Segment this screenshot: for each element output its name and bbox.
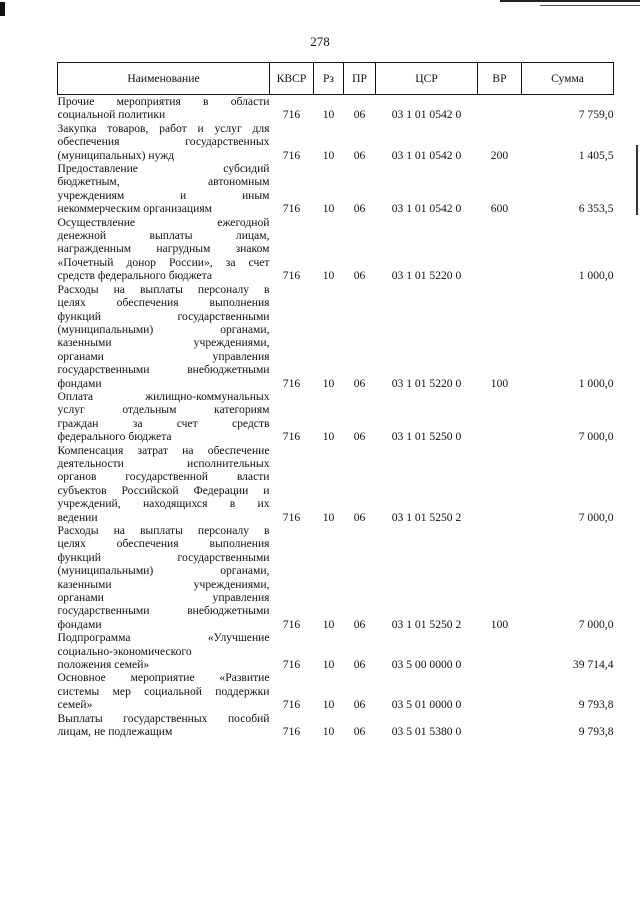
row-name-line: Осуществление ежегодной	[57, 215, 270, 229]
row-name-line: Прочие мероприятия в области	[57, 95, 270, 108]
row-vr: 200	[490, 148, 509, 162]
table-row	[58, 283, 614, 390]
scan-artifact-right-edge	[636, 145, 638, 215]
row-rz: 10	[322, 617, 335, 631]
row-name-line: некоммерческим организациям	[57, 202, 212, 216]
row-name-line: ведении	[57, 510, 98, 524]
row-name	[58, 390, 270, 444]
row-csr: 03 1 01 0542 0	[391, 108, 462, 122]
row-kvsr: 716	[282, 698, 301, 712]
table-row	[58, 444, 614, 524]
row-name-line: федерального бюджета	[57, 430, 172, 444]
row-sum: 9 793,8	[578, 698, 614, 712]
row-name	[58, 524, 270, 631]
row-pr: 06	[353, 658, 366, 672]
row-pr: 06	[353, 202, 366, 216]
row-name	[58, 162, 270, 216]
page-number: 278	[310, 34, 330, 49]
row-name-line: фондами	[57, 617, 102, 631]
row-sum: 7 759,0	[578, 108, 614, 122]
row-name-line: государственными внебюджетными	[57, 604, 270, 618]
row-csr: 03 5 01 5380 0	[391, 725, 462, 739]
row-sum: 7 000,0	[578, 430, 614, 444]
row-kvsr: 716	[282, 725, 301, 739]
row-name-line: Расходы на выплаты персоналу в	[57, 282, 270, 296]
header-name: Наименование	[58, 63, 270, 95]
row-vr: 100	[490, 617, 509, 631]
row-name	[58, 122, 270, 162]
row-vr	[478, 95, 522, 122]
row-csr: 03 1 01 5250 2	[391, 617, 462, 631]
row-name-line: семей»	[57, 698, 93, 712]
row-name-line: органов государственной власти	[57, 470, 270, 484]
row-name-line: Подпрограмма «Улучшение	[57, 631, 270, 645]
row-rz: 10	[322, 430, 335, 444]
scan-artifact-top-line-thin	[540, 5, 640, 6]
row-kvsr: 716	[282, 202, 301, 216]
row-pr: 06	[353, 148, 366, 162]
table-row	[58, 712, 614, 739]
header-rz: Рз	[314, 63, 344, 95]
row-name-line: обеспечения государственных	[57, 135, 270, 149]
row-name-line: фондами	[57, 376, 102, 390]
row-pr: 06	[353, 269, 366, 283]
row-pr: 06	[353, 510, 366, 524]
row-name	[58, 95, 270, 122]
row-name-line: средств федерального бюджета	[57, 269, 212, 283]
row-kvsr: 716	[282, 617, 301, 631]
row-pr: 06	[353, 108, 366, 122]
row-csr: 03 1 01 0542 0	[391, 148, 462, 162]
row-name-line: субъектов Российской Федерации и	[57, 483, 270, 497]
row-name-line: Расходы на выплаты персоналу в	[57, 524, 270, 537]
budget-table	[57, 62, 614, 739]
row-name-line: денежной выплаты лицам,	[57, 229, 270, 243]
row-vr	[478, 390, 522, 444]
row-rz: 10	[322, 725, 335, 739]
row-vr: 600	[490, 202, 509, 216]
header-sum: Сумма	[522, 63, 614, 95]
row-name-line: Выплаты государственных пособий	[57, 711, 270, 725]
row-sum: 7 000,0	[578, 617, 614, 631]
row-kvsr: 716	[282, 108, 301, 122]
row-sum: 1 000,0	[578, 269, 614, 283]
row-name-line: (муниципальных) нужд	[57, 148, 175, 162]
row-rz: 10	[322, 269, 335, 283]
table-header-row	[58, 63, 614, 95]
row-rz: 10	[322, 658, 335, 672]
row-kvsr: 716	[282, 510, 301, 524]
row-csr: 03 5 01 0000 0	[391, 698, 462, 712]
row-name-line: Основное мероприятие «Развитие	[57, 671, 270, 685]
row-name-line: системы мер социальной поддержки	[57, 684, 270, 698]
row-vr	[478, 712, 522, 739]
row-sum: 9 793,8	[578, 725, 614, 739]
row-name-line: граждан за счет средств	[57, 416, 270, 430]
row-name	[58, 216, 270, 283]
row-sum: 7 000,0	[578, 510, 614, 524]
row-name-line: (муниципальными) органами,	[57, 322, 270, 336]
table-row	[58, 524, 614, 631]
table-row	[58, 95, 614, 122]
table-row	[58, 390, 614, 444]
table-row	[58, 631, 614, 671]
row-pr: 06	[353, 698, 366, 712]
row-kvsr: 716	[282, 658, 301, 672]
row-name-line: социальной политики	[57, 108, 166, 122]
row-name-line: государственными внебюджетными	[57, 363, 270, 377]
table-row	[58, 122, 614, 162]
row-sum: 39 714,4	[572, 658, 614, 672]
row-name-line: услуг отдельным категориям	[57, 403, 270, 417]
row-rz: 10	[322, 148, 335, 162]
scan-artifact-top-line	[500, 0, 640, 2]
table-row	[58, 162, 614, 216]
row-pr: 06	[353, 725, 366, 739]
row-csr: 03 5 00 0000 0	[391, 658, 462, 672]
row-name-line: функций государственными	[57, 550, 270, 564]
row-name-line: казенными учреждениями,	[57, 577, 270, 591]
scan-artifact-left	[0, 2, 5, 16]
row-rz: 10	[322, 202, 335, 216]
row-sum: 6 353,5	[578, 202, 614, 216]
row-name-line: органами управления	[57, 349, 270, 363]
row-name	[58, 712, 270, 739]
row-sum: 1 000,0	[578, 376, 614, 390]
row-pr: 06	[353, 617, 366, 631]
row-kvsr: 716	[282, 148, 301, 162]
row-name-line: функций государственными	[57, 309, 270, 323]
row-name-line: целях обеспечения выполнения	[57, 296, 270, 310]
row-vr	[478, 216, 522, 283]
header-csr: ЦСР	[376, 63, 478, 95]
row-name-line: лицам, не подлежащим	[57, 725, 173, 739]
row-name-line: органами управления	[57, 591, 270, 605]
row-name-line: учреждений, находящихся в их	[57, 497, 270, 511]
row-name-line: награжденным нагрудным знаком	[57, 242, 270, 256]
row-kvsr: 716	[282, 269, 301, 283]
row-kvsr: 716	[282, 376, 301, 390]
row-csr: 03 1 01 5250 0	[391, 430, 462, 444]
row-name-line: Предоставление субсидий	[57, 162, 270, 176]
row-csr: 03 1 01 5220 0	[391, 376, 462, 390]
row-rz: 10	[322, 510, 335, 524]
table-body	[58, 95, 614, 739]
row-kvsr: 716	[282, 430, 301, 444]
header-pr: ПР	[344, 63, 376, 95]
row-csr: 03 1 01 5250 2	[391, 510, 462, 524]
row-name-line: (муниципальными) органами,	[57, 564, 270, 578]
row-name-line: социально-экономического	[57, 644, 192, 658]
row-name-line: «Почетный донор России», за счет	[57, 255, 270, 269]
row-name-line: Оплата жилищно-коммунальных	[57, 389, 270, 403]
row-name	[58, 631, 270, 671]
row-rz: 10	[322, 108, 335, 122]
row-rz: 10	[322, 376, 335, 390]
row-name-line: учреждениям и иным	[57, 188, 270, 202]
row-name-line: положения семей»	[57, 658, 150, 672]
row-name-line: Закупка товаров, работ и услуг для	[57, 121, 270, 135]
row-name-line: бюджетным, автономным	[57, 175, 270, 189]
table-row	[58, 216, 614, 283]
row-vr	[478, 671, 522, 711]
row-pr: 06	[353, 430, 366, 444]
row-csr: 03 1 01 5220 0	[391, 269, 462, 283]
row-name	[58, 283, 270, 390]
header-kvsr: КВСР	[270, 63, 314, 95]
row-name-line: Компенсация затрат на обеспечение	[57, 443, 270, 457]
row-name	[58, 671, 270, 711]
row-name-line: деятельности исполнительных	[57, 456, 270, 470]
row-vr	[478, 444, 522, 524]
table-row	[58, 671, 614, 711]
row-name-line: целях обеспечения выполнения	[57, 537, 270, 551]
row-csr: 03 1 01 0542 0	[391, 202, 462, 216]
row-pr: 06	[353, 376, 366, 390]
row-rz: 10	[322, 698, 335, 712]
row-vr	[478, 631, 522, 671]
header-vr: ВР	[478, 63, 522, 95]
row-name-line: казенными учреждениями,	[57, 336, 270, 350]
row-vr: 100	[490, 376, 509, 390]
row-name	[58, 444, 270, 524]
row-sum: 1 405,5	[578, 148, 614, 162]
